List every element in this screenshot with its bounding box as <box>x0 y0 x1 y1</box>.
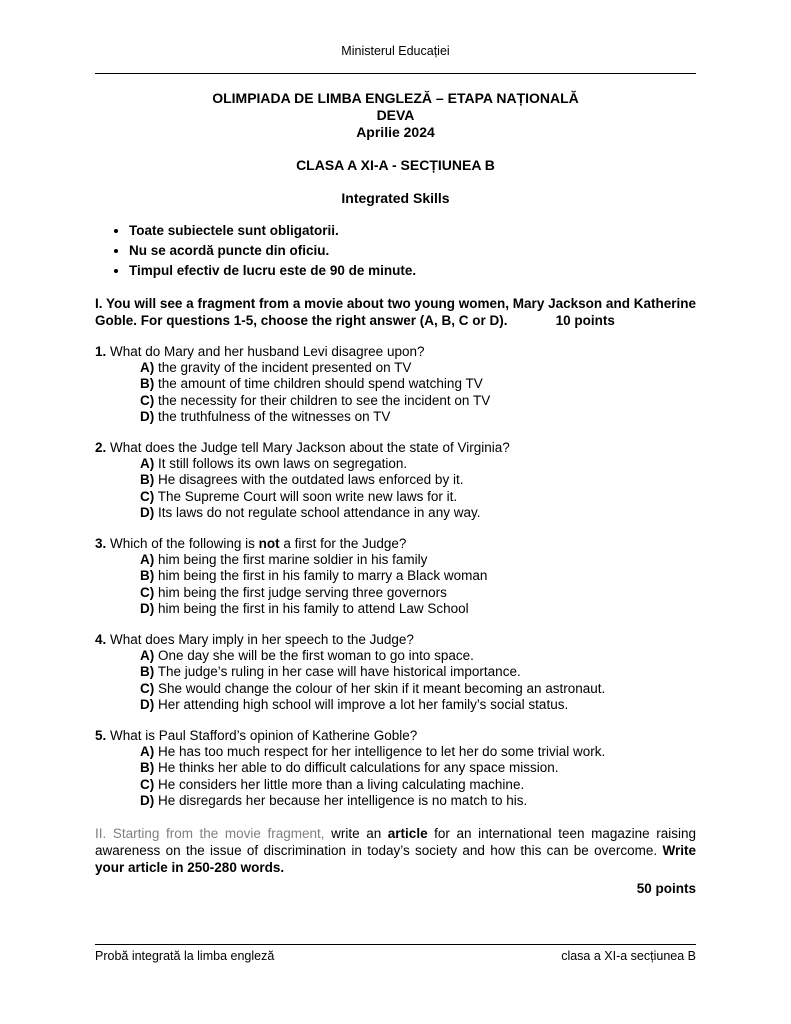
question-number: 4. <box>95 632 107 648</box>
option-text: the truthfulness of the witnesses on TV <box>158 408 391 424</box>
option-row <box>140 793 696 809</box>
section1-prompt-text: I. You will see a fragment from a movie about two young women, Mary Jackson and Katherine Goble. For questions 1-5, choose the right answer (A, B, C or D). <box>95 296 696 328</box>
option-row <box>140 697 696 713</box>
section2-points: 50 points <box>636 881 696 897</box>
option-letter: B) <box>140 472 155 488</box>
question-text: What do Mary and her husband Levi disagree upon? <box>110 344 425 359</box>
option-row <box>140 777 696 793</box>
question-3 <box>95 536 696 617</box>
option-row <box>140 760 696 776</box>
option-letter: D) <box>140 408 155 424</box>
section1-prompt <box>95 295 696 329</box>
question-1 <box>95 344 696 425</box>
option-text: the amount of time children should spend watching TV <box>158 376 483 392</box>
option-letter: D) <box>140 600 155 616</box>
section2-body: for an international teen magazine raising awareness on the issue of discrimination in today’s society and how this can be overcome. <box>95 826 696 859</box>
question-text: What does Mary imply in her speech to the Judge? <box>110 632 414 648</box>
option-text: him being the first in his family to marry a Black woman <box>158 568 488 584</box>
option-text: She would change the colour of her skin if it meant becoming an astronaut. <box>158 680 606 696</box>
section2-prompt <box>95 825 696 876</box>
option-row <box>140 585 696 601</box>
option-letter: B) <box>140 568 155 584</box>
option-row <box>140 552 696 568</box>
question-text: What is Paul Stafford’s opinion of Katherine Goble? <box>110 728 418 744</box>
option-letter: C) <box>140 488 155 504</box>
option-text: He disregards her because her intelligence is no match to his. <box>158 792 528 808</box>
option-text: Its laws do not regulate school attendance in any way. <box>158 504 481 520</box>
footer-left: Probă integrată la limba engleză <box>95 949 275 963</box>
option-letter: A) <box>140 552 155 568</box>
section2-intro: II. Starting from the movie fragment, <box>95 826 325 842</box>
question-text-bold: not <box>258 536 280 552</box>
option-row <box>140 360 696 376</box>
header-divider <box>95 73 696 74</box>
option-text: He considers her little more than a living calculating machine. <box>158 776 525 792</box>
skills-subtitle: Integrated Skills <box>341 190 450 206</box>
option-letter: D) <box>140 504 155 520</box>
option-letter: C) <box>140 776 155 792</box>
option-row <box>140 681 696 697</box>
option-row <box>140 601 696 617</box>
option-letter: A) <box>140 648 155 664</box>
option-text: the gravity of the incident presented on TV <box>158 360 412 376</box>
option-row <box>140 505 696 521</box>
option-letter: D) <box>140 696 155 712</box>
question-number: 2. <box>95 440 107 456</box>
options-list <box>95 648 696 713</box>
option-row <box>140 648 696 664</box>
option-letter: B) <box>140 664 155 680</box>
options-list <box>95 552 696 617</box>
option-row <box>140 376 696 392</box>
option-letter: A) <box>140 744 155 760</box>
option-text: The judge’s ruling in her case will have historical importance. <box>157 664 521 680</box>
option-row <box>140 744 696 760</box>
option-letter: A) <box>140 456 155 472</box>
section1-points: 10 points <box>555 313 615 328</box>
question-4 <box>95 632 696 713</box>
page-footer <box>95 944 696 963</box>
option-text: The Supreme Court will soon write new laws for it. <box>157 488 458 504</box>
option-row <box>140 664 696 680</box>
option-text: It still follows its own laws on segregation. <box>158 456 408 472</box>
option-letter: D) <box>140 792 155 808</box>
option-row <box>140 456 696 472</box>
option-text: him being the first judge serving three governors <box>158 584 447 600</box>
olympiad-title: OLIMPIADA DE LIMBA ENGLEZĂ – ETAPA NAȚIONALĂ <box>212 90 579 106</box>
option-text: the necessity for their children to see the incident on TV <box>158 392 491 408</box>
question-number: 1. <box>95 344 107 359</box>
section2-mid: write an <box>324 826 388 842</box>
option-text: He disagrees with the outdated laws enforced by it. <box>158 472 464 488</box>
instruction-item: • Nu se acordă puncte din oficiu. <box>129 241 696 261</box>
question-2 <box>95 440 696 521</box>
options-list <box>95 744 696 809</box>
option-row <box>140 409 696 425</box>
question-number: 3. <box>95 536 107 552</box>
instruction-item: • Timpul efectiv de lucru este de 90 de minute. <box>129 261 696 281</box>
options-list <box>95 456 696 521</box>
option-letter: C) <box>140 584 155 600</box>
option-letter: C) <box>140 392 155 408</box>
footer-right: clasa a XI-a secțiunea B <box>561 949 696 963</box>
question-text-pre: Which of the following is <box>110 536 259 552</box>
option-row <box>140 489 696 505</box>
instruction-item: • Toate subiectele sunt obligatorii. <box>129 221 696 241</box>
option-text: him being the first marine soldier in his family <box>158 552 428 568</box>
option-row <box>140 393 696 409</box>
option-row <box>140 472 696 488</box>
option-text: him being the first in his family to attend Law School <box>158 600 469 616</box>
class-section-title: CLASA A XI-A - SECȚIUNEA B <box>296 157 495 173</box>
option-text: He has too much respect for her intelligence to let her do some trivial work. <box>158 744 606 760</box>
section2-closing: Write your article in 250-280 words. <box>95 843 696 876</box>
instructions-list <box>95 221 696 281</box>
option-letter: B) <box>140 376 155 392</box>
olympiad-date: Aprilie 2024 <box>356 124 435 140</box>
section2-article-word: article <box>387 826 428 842</box>
option-text: One day she will be the first woman to go into space. <box>158 648 474 664</box>
option-letter: B) <box>140 760 155 776</box>
question-number: 5. <box>95 728 107 744</box>
question-5 <box>95 728 696 809</box>
question-text-post: a first for the Judge? <box>279 536 407 552</box>
option-letter: C) <box>140 680 155 696</box>
option-row <box>140 568 696 584</box>
question-text: What does the Judge tell Mary Jackson about the state of Virginia? <box>110 440 510 456</box>
option-letter: A) <box>140 360 155 376</box>
option-text: Her attending high school will improve a lot her family’s social status. <box>158 696 569 712</box>
ministry-header: Ministerul Educației <box>341 44 450 58</box>
options-list <box>95 360 696 425</box>
olympiad-city: DEVA <box>376 107 415 123</box>
title-block <box>95 90 696 207</box>
option-text: He thinks her able to do difficult calculations for any space mission. <box>158 760 559 776</box>
